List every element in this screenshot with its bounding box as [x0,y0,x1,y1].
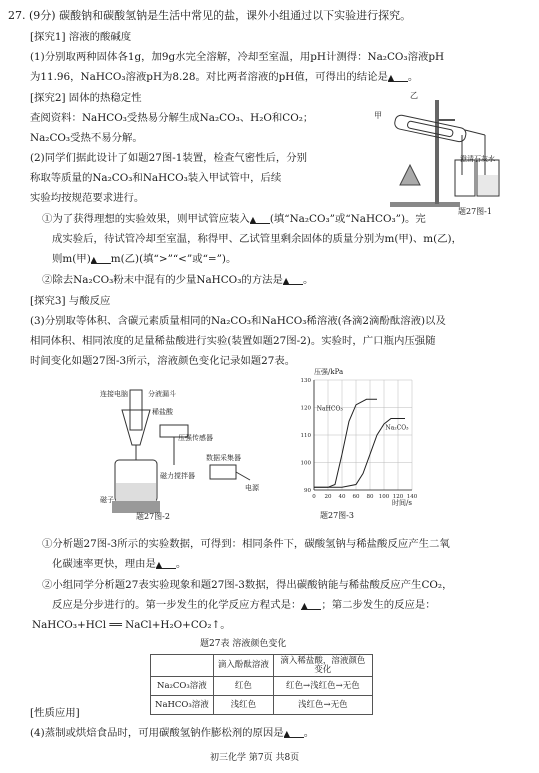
p3-line5: 化碳速率更快，理由是▲ 。 [52,558,187,570]
answer-blank[interactable]: ▲ [301,600,321,610]
figure-2-caption: 题27图-2 [136,512,170,521]
label-stirrer: 磁力搅拌器 [160,472,195,480]
explore3-heading: [探究3] 与酸反应 [30,295,111,307]
figure-27-2 [100,385,270,523]
table-row [151,677,373,696]
x-tick-label: 140 [406,494,418,500]
answer-blank[interactable]: ▲ [91,254,111,264]
p2-line1: (2)同学们据此设计了如题27图-1装置，检查气密性后，分别 [30,152,308,164]
series-label: Na₂CO₃ [385,424,409,432]
chart-ylabel: 压强/kPa [314,368,344,376]
label-bar: 磁子 [100,496,114,504]
p1-line2: 为11.96，NaHCO₃溶液pH为8.28。对比两者溶液的pH值，可得出的结论是▲ 。 [30,71,419,83]
x-tick-label: 80 [366,494,374,500]
table-cell: 浅红色→无色 [273,696,372,715]
table-cell: 红色→浅红色→无色 [273,677,372,696]
label-jia: 甲 [374,111,382,120]
table-header-cell [151,655,214,677]
y-tick-label: 130 [300,378,311,384]
label-power: 电源 [245,484,259,492]
color-change-table [150,654,373,715]
label-lime-water: 澄清石灰水 [460,155,495,163]
x-tick-label: 0 [312,494,316,500]
explore4-heading: [性质应用] [30,707,80,719]
table-cell: 浅红色 [213,696,273,715]
series-label: NaHCO₃ [316,405,343,413]
p2-line5: 成实验后，待试管冷却至室温，称得甲、乙试管里剩余固体的质量分别为m(甲)、m(乙)， [52,233,462,245]
figure-27-3 [292,368,422,526]
y-tick-label: 100 [300,460,311,467]
label-funnel: 分液漏斗 [148,390,176,398]
table-row [151,696,373,715]
answer-blank[interactable]: ▲ [283,275,303,285]
p4-line: (4)蒸制或烘焙食品时，可用碳酸氢钠作膨松剂的原因是▲ 。 [30,727,315,739]
label-computer: 连接电脑 [100,390,128,398]
explore2-heading: [探究2] 固体的热稳定性 [30,92,142,104]
y-tick-label: 120 [300,405,311,412]
pressure-chart [292,368,422,508]
table-header-row [151,655,373,677]
table-header-cell: 滴入酚酞溶液 [213,655,273,677]
table-header-cell: 滴入稀盐酸，溶液颜色变化 [273,655,372,677]
equation: NaHCO₃+HCl ══ NaCl+H₂O+CO₂↑。 [32,619,231,631]
answer-blank[interactable]: ▲ [156,559,176,569]
p3-line2: 相同体积、相同浓度的足量稀盐酸进行实验(装置如题27图-2)。实验时，广口瓶内压强随 [30,335,436,347]
label-sensor: 压强传感器 [178,434,213,442]
p3-line4: ①分析题27图-3所示的实验数据，可得到：相同条件下，碳酸氢钠与稀盐酸反应产生二氧 [42,538,450,550]
info-line1: 查阅资料：NaHCO₃受热易分解生成Na₂CO₃、H₂O和CO₂； [30,112,314,124]
label-collector: 数据采集器 [206,454,241,462]
figure-27-1 [374,90,520,220]
p3-line6: ②小组同学分析题27表实验现象和题27图-3数据，得出碳酸钠能与稀盐酸反应产生CO₂， [42,579,453,591]
p2-line3: 实验均按规范要求进行。 [30,192,145,204]
table-cell: Na₂CO₃溶液 [151,677,214,696]
p3-line7: 反应是分步进行的。第一步发生的化学反应方程式是：▲ ；第二步发生的反应是： [52,599,436,611]
p3-line1: (3)分别取等体积、含碳元素质量相同的Na₂CO₃和NaHCO₃稀溶液(各滴2滴酚酞溶液)以及 [30,315,446,327]
p2-line7: ②除去Na₂CO₃粉末中混有的少量NaHCO₃的方法是▲ 。 [42,274,314,286]
answer-blank[interactable]: ▲ [388,72,408,82]
series-line [314,399,377,487]
answer-blank[interactable]: ▲ [250,214,270,224]
p2-line4: ①为了获得理想的实验效果，则甲试管应装入▲ (填“Na₂CO₃”或“NaHCO₃”)。完 [42,213,426,225]
page-footer: 初三化学 第7页 共8页 [210,753,300,763]
table-cell: NaHCO₃溶液 [151,696,214,715]
pressure-apparatus-diagram [100,385,270,523]
answer-blank[interactable]: ▲ [284,728,304,738]
p1-line1: (1)分别取两种固体各1g，加9g水完全溶解，冷却至室温，用pH计测得：Na₂CO₃溶液pH [30,51,445,63]
chart-xlabel: 时间/s [392,499,412,507]
x-tick-label: 120 [392,494,404,500]
x-tick-label: 40 [338,494,346,500]
x-tick-label: 100 [378,494,390,500]
y-tick-label: 90 [304,488,311,494]
p2-line6: 则m(甲)▲ m(乙)(填“>”“<”或“=”)。 [52,253,237,265]
apparatus-diagram [380,90,520,220]
p3-line3: 时间变化如题27图-3所示，溶液颜色变化记录如题27表。 [30,355,296,367]
table-cell: 红色 [213,677,273,696]
figure-1-caption: 题27图-1 [458,207,492,216]
p2-line2: 称取等质量的Na₂CO₃和NaHCO₃装入甲试管中，后续 [30,172,282,184]
y-tick-label: 110 [300,433,311,439]
x-tick-label: 20 [324,494,332,500]
table-caption: 题27表 溶液颜色变化 [200,639,287,649]
info-line2: Na₂CO₃受热不易分解。 [30,132,143,144]
label-acid: 稀盐酸 [152,408,173,416]
x-tick-label: 60 [352,494,360,500]
figure-3-caption: 题27图-3 [320,511,354,520]
label-yi: 乙 [410,91,418,100]
question-title: 27. (9分) 碳酸钠和碳酸氢钠是生活中常见的盐，课外小组通过以下实验进行探究。 [8,9,412,22]
explore1-heading: [探究1] 溶液的酸碱度 [30,31,132,43]
